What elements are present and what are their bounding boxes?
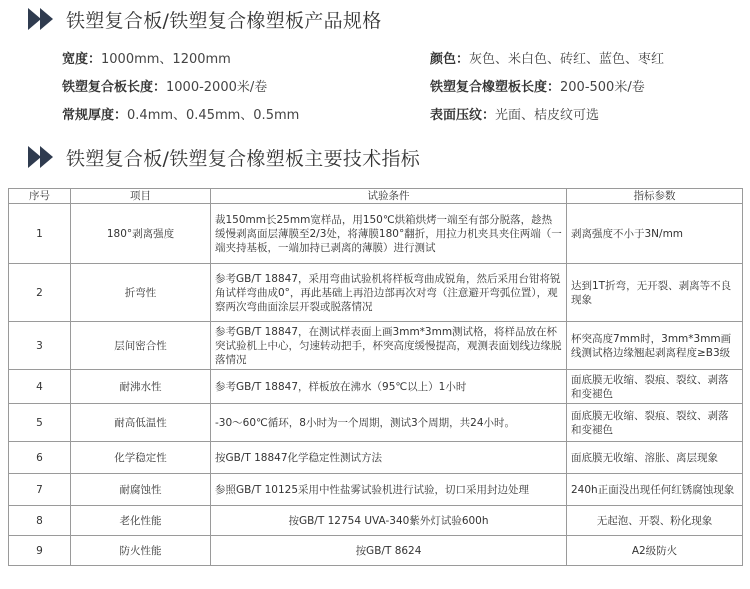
table-row (9, 204, 743, 264)
section-heading-tech (28, 142, 420, 172)
table-row (9, 506, 743, 536)
cell-no: 1 (9, 204, 71, 264)
spec-value: 1000-2000米/卷 (166, 80, 268, 95)
cell-indicator: 达到1T折弯，无开裂、剥离等不良现象 (567, 264, 743, 322)
cell-condition: 按GB/T 12754 UVA-340紫外灯试验600h (211, 506, 567, 536)
cell-condition: 参考GB/T 18847，采用弯曲试验机将样板弯曲成锐角，然后采用台钳将锐角试样弯曲成0°，再此基础上再沿边部再次对弯（注意避开弯弧位置），观察两次弯曲面涂层开裂或脱落情况 (211, 264, 567, 322)
table-header-row (9, 189, 743, 204)
cell-indicator: 面底膜无收缩、裂痕、裂纹、剥落和变褪色 (567, 370, 743, 404)
cell-item: 耐沸水性 (71, 370, 211, 404)
double-chevron-icon (28, 146, 58, 168)
spec-width (62, 48, 231, 67)
cell-condition: 参考GB/T 18847，在测试样表面上画3mm*3mm测试格，将样品放在杯突试验机上中心，匀速转动把手，杯突高度缓慢提高，观测表面划线边缘脱落情况 (211, 322, 567, 370)
cell-indicator: 无起泡、开裂、粉化现象 (567, 506, 743, 536)
spec-key: 表面压纹： (430, 108, 496, 123)
cell-condition: 参考GB/T 18847，样板放在沸水（95℃以上）1小时 (211, 370, 567, 404)
header-condition: 试验条件 (211, 189, 567, 204)
cell-indicator: 240h正面没出现任何红锈腐蚀现象 (567, 474, 743, 506)
cell-condition: 按GB/T 18847化学稳定性测试方法 (211, 442, 567, 474)
spec-key: 常规厚度： (62, 108, 128, 123)
spec-key: 颜色： (430, 52, 470, 67)
table-row (9, 474, 743, 506)
spec-key: 宽度： (62, 52, 102, 67)
section-title: 铁塑复合板/铁塑复合橡塑板产品规格 (66, 9, 382, 32)
cell-no: 9 (9, 536, 71, 566)
spec-value: 1000mm、1200mm (101, 52, 231, 67)
cell-condition: 按GB/T 8624 (211, 536, 567, 566)
cell-no: 4 (9, 370, 71, 404)
cell-item: 180°剥离强度 (71, 204, 211, 264)
cell-no: 5 (9, 404, 71, 442)
cell-indicator: 剥离强度不小于3N/mm (567, 204, 743, 264)
cell-indicator: 杯突高度7mm时，3mm*3mm画线测试格边缘翘起剥离程度≥B3级 (567, 322, 743, 370)
header-item: 项目 (71, 189, 211, 204)
cell-indicator: 面底膜无收缩、裂痕、裂纹、剥落和变褪色 (567, 404, 743, 442)
cell-no: 8 (9, 506, 71, 536)
double-chevron-icon (28, 8, 58, 30)
cell-indicator: 面底膜无收缩、溶胀、离层现象 (567, 442, 743, 474)
cell-condition: -30～60℃循环，8小时为一个周期，测试3个周期，共24小时。 (211, 404, 567, 442)
spec-key: 铁塑复合板长度： (62, 80, 167, 95)
cell-item: 耐高低温性 (71, 404, 211, 442)
cell-item: 折弯性 (71, 264, 211, 322)
section-title: 铁塑复合板/铁塑复合橡塑板主要技术指标 (66, 147, 421, 170)
spec-emboss (430, 104, 599, 123)
cell-item: 层间密合性 (71, 322, 211, 370)
cell-no: 7 (9, 474, 71, 506)
cell-condition: 参照GB/T 10125采用中性盐雾试验机进行试验，切口采用封边处理 (211, 474, 567, 506)
spec-key: 铁塑复合橡塑板长度： (430, 80, 561, 95)
tech-spec-table (8, 188, 743, 566)
spec-thickness (62, 104, 299, 123)
header-no: 序号 (9, 189, 71, 204)
table-row (9, 322, 743, 370)
cell-no: 2 (9, 264, 71, 322)
spec-length-rubber (430, 76, 645, 95)
table-row (9, 370, 743, 404)
cell-no: 3 (9, 322, 71, 370)
cell-condition: 裁150mm长25mm宽样品，用150℃烘箱烘烤一端至有部分脱落，趁热缓慢剥离面层薄膜至2/3处，将薄膜180°翻折，用拉力机夹具夹住两端（一端夹持基板，一端加持已剥离的薄膜）进行测试 (211, 204, 567, 264)
spec-value: 200-500米/卷 (560, 80, 645, 95)
cell-item: 老化性能 (71, 506, 211, 536)
cell-item: 化学稳定性 (71, 442, 211, 474)
header-indicator: 指标参数 (567, 189, 743, 204)
cell-no: 6 (9, 442, 71, 474)
spec-value: 光面、桔皮纹可选 (495, 108, 600, 123)
cell-item: 耐腐蚀性 (71, 474, 211, 506)
table-row (9, 404, 743, 442)
spec-value: 0.4mm、0.45mm、0.5mm (127, 108, 300, 123)
cell-indicator: A2级防火 (567, 536, 743, 566)
table-row (9, 264, 743, 322)
spec-color (430, 48, 664, 67)
spec-value: 灰色、米白色、砖红、蓝色、枣红 (469, 52, 665, 67)
section-heading-specs (28, 4, 382, 34)
spec-length-plastic (62, 76, 267, 95)
cell-item: 防火性能 (71, 536, 211, 566)
table-row (9, 536, 743, 566)
table-row (9, 442, 743, 474)
